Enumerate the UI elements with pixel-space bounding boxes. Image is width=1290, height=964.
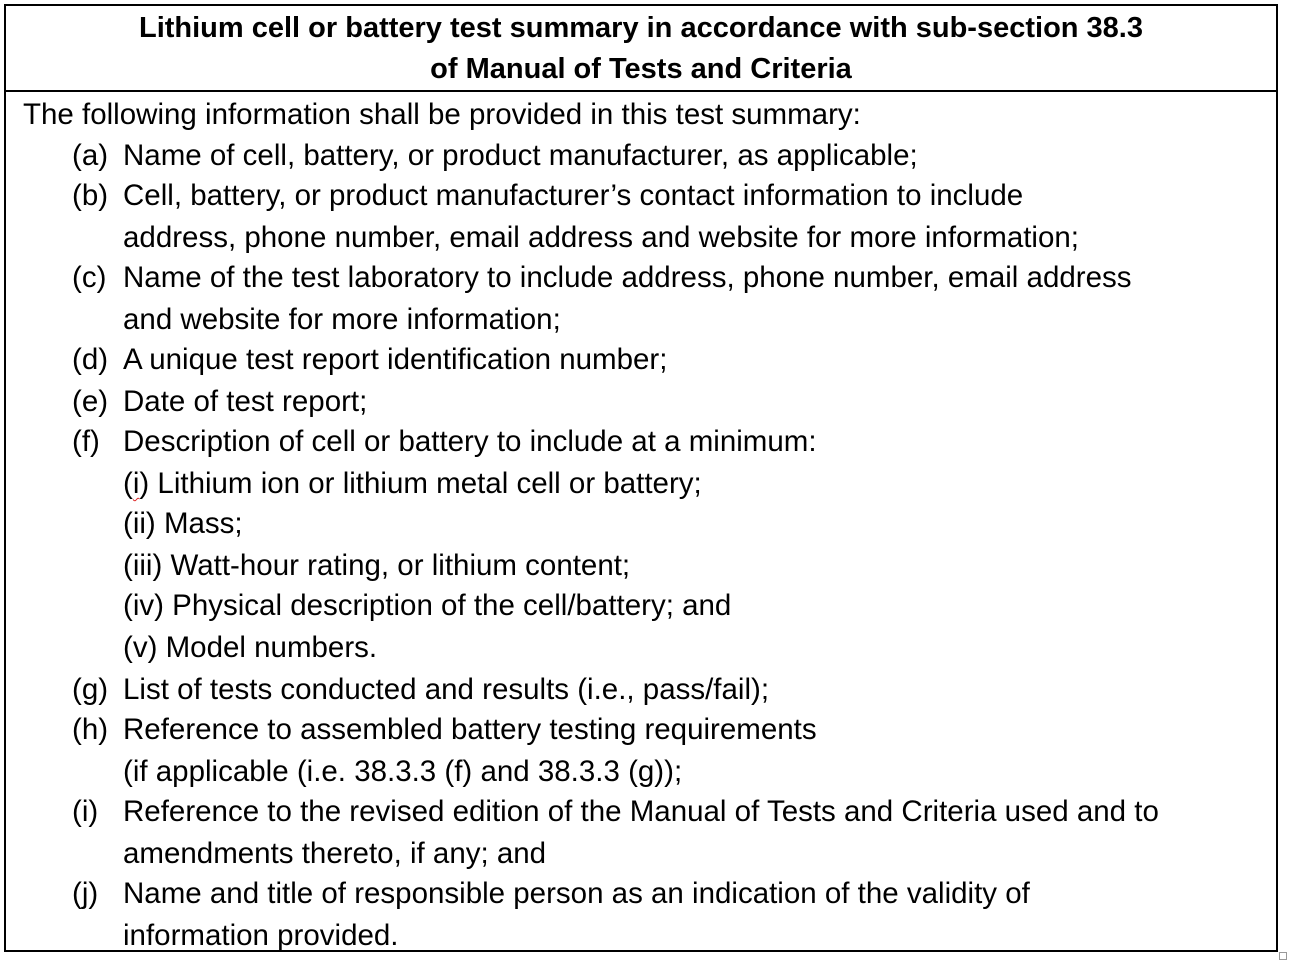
sub-item-i: (i) Lithium ion or lithium metal cell or battery; xyxy=(123,467,702,500)
item-marker: (b) xyxy=(72,179,109,212)
spellcheck-underline: i xyxy=(132,467,140,500)
item-marker: (f) xyxy=(72,425,100,458)
sub-item-iii: (iii) Watt-hour rating, or lithium content; xyxy=(123,549,631,582)
item-text: information provided. xyxy=(123,919,399,952)
sub-item-ii: (ii) Mass; xyxy=(123,507,243,540)
item-text: Date of test report; xyxy=(123,385,368,418)
item-text: Cell, battery, or product manufacturer’s contact information to include xyxy=(123,179,1024,212)
item-text: Name of cell, battery, or product manufacturer, as applicable; xyxy=(123,139,918,172)
item-text: A unique test report identification number; xyxy=(123,343,668,376)
item-text: and website for more information; xyxy=(123,303,561,336)
sub-item-v: (v) Model numbers. xyxy=(123,631,378,664)
item-text: Reference to assembled battery testing requirements xyxy=(123,713,817,746)
item-text: Name and title of responsible person as an indication of the validity of xyxy=(123,877,1030,910)
item-text: amendments thereto, if any; and xyxy=(123,837,547,870)
table-resize-handle[interactable] xyxy=(1279,952,1287,960)
title-line-1: Lithium cell or battery test summary in accordance with sub-section 38.3 xyxy=(138,12,1143,44)
intro-text: The following information shall be provided in this test summary: xyxy=(23,98,861,131)
item-text: List of tests conducted and results (i.e., pass/fail); xyxy=(123,673,770,706)
item-marker: (i) xyxy=(72,795,99,828)
item-marker: (e) xyxy=(72,385,109,418)
title-line-2: of Manual of Tests and Criteria xyxy=(430,53,852,85)
item-marker: (j) xyxy=(72,877,99,910)
item-text: (if applicable (i.e. 38.3.3 (f) and 38.3.3 (g)); xyxy=(123,755,683,788)
table-title xyxy=(6,6,1276,92)
item-marker: (c) xyxy=(72,261,107,294)
item-text: address, phone number, email address and website for more information; xyxy=(123,221,1079,254)
item-text: Description of cell or battery to include at a minimum: xyxy=(123,425,817,458)
sub-item-iv: (iv) Physical description of the cell/battery; and xyxy=(123,589,732,622)
item-marker: (d) xyxy=(72,343,109,376)
item-marker: (g) xyxy=(72,673,109,706)
item-marker: (h) xyxy=(72,713,109,746)
item-text: Name of the test laboratory to include address, phone number, email address xyxy=(123,261,1132,294)
item-marker: (a) xyxy=(72,139,109,172)
item-text: Reference to the revised edition of the Manual of Tests and Criteria used and to xyxy=(123,795,1159,828)
summary-table xyxy=(4,4,1278,952)
